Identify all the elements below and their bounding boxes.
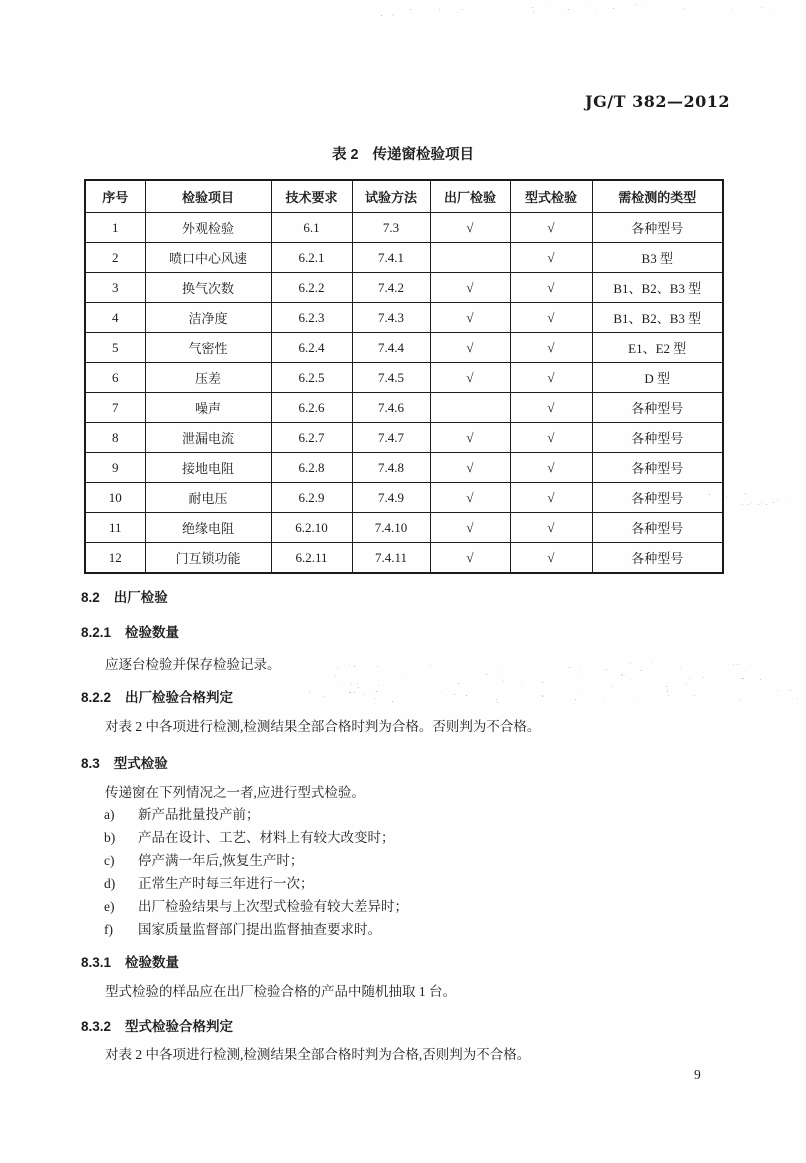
list-text: 产品在设计、工艺、材料上有较大改变时； [138,830,395,845]
section-heading-8-2-1 [81,621,179,641]
tech-requirement-cell: 6.2.6 [271,393,352,423]
list-item-e [104,898,408,916]
type-inspection-cell: √ [510,273,592,303]
applicable-models-cell: 各种型号 [592,453,723,483]
list-marker: e) [104,899,115,914]
type-inspection-cell: √ [510,483,592,513]
tech-requirement-cell: 6.2.8 [271,453,352,483]
item-name-cell: 喷口中心风速 [145,243,271,273]
list-marker: f) [104,922,113,937]
list-marker: c) [104,853,115,868]
row-index-cell: 1 [85,213,145,243]
col-header-factory-inspection: 出厂检验 [430,180,510,213]
test-method-cell: 7.4.4 [352,333,430,363]
test-method-cell: 7.4.2 [352,273,430,303]
factory-inspection-cell [430,393,510,423]
type-inspection-cell: √ [510,213,592,243]
test-method-cell: 7.4.5 [352,363,430,393]
test-method-cell: 7.4.7 [352,423,430,453]
tech-requirement-cell: 6.2.11 [271,543,352,574]
table-row [85,243,723,273]
table-caption-label: 表 2 [331,147,359,163]
section-title: 型式检验合格判定 [125,1019,234,1034]
paragraph-8-2-1: 应逐台检验并保存检验记录。 [105,657,281,672]
type-inspection-cell: √ [510,393,592,423]
applicable-models-cell: B1、B2、B3 型 [592,303,723,333]
list-text: 国家质量监督部门提出监督抽查要求时。 [138,922,381,937]
test-method-cell: 7.4.1 [352,243,430,273]
row-index-cell: 11 [85,513,145,543]
col-header-applicable-models: 需检测的类型 [592,180,723,213]
applicable-models-cell: 各种型号 [592,483,723,513]
test-method-cell: 7.3 [352,213,430,243]
section-heading-8-2-2 [81,686,233,706]
test-method-cell: 7.4.9 [352,483,430,513]
item-name-cell: 耐电压 [145,483,271,513]
row-index-cell: 7 [85,393,145,423]
factory-inspection-cell: √ [430,513,510,543]
item-name-cell: 洁净度 [145,303,271,333]
table-row [85,513,723,543]
section-title: 检验数量 [125,625,180,640]
scan-noise [360,4,361,5]
factory-inspection-cell: √ [430,543,510,574]
test-method-cell: 7.4.3 [352,303,430,333]
applicable-models-cell: 各种型号 [592,213,723,243]
tech-requirement-cell: 6.2.3 [271,303,352,333]
item-name-cell: 泄漏电流 [145,423,271,453]
list-marker: a) [104,807,115,822]
list-text: 出厂检验结果与上次型式检验有较大差异时； [138,899,408,914]
section-number: 8.2.2 [81,690,112,705]
tech-requirement-cell: 6.2.4 [271,333,352,363]
paragraph-8-3-1: 型式检验的样品应在出厂检验合格的产品中随机抽取 1 台。 [105,984,456,999]
row-index-cell: 12 [85,543,145,574]
factory-inspection-cell: √ [430,483,510,513]
table-caption-text: 传递窗检验项目 [372,147,475,163]
row-index-cell: 2 [85,243,145,273]
table-row [85,333,723,363]
type-inspection-cell: √ [510,543,592,574]
item-name-cell: 换气次数 [145,273,271,303]
applicable-models-cell: 各种型号 [592,393,723,423]
applicable-models-cell: B3 型 [592,243,723,273]
row-index-cell: 6 [85,363,145,393]
list-text: 正常生产时每三年进行一次； [138,876,314,891]
col-header-index: 序号 [85,180,145,213]
type-inspection-cell: √ [510,363,592,393]
factory-inspection-cell: √ [430,363,510,393]
section-number: 8.3.1 [81,955,112,970]
section-title: 出厂检验合格判定 [125,690,234,705]
paragraph-8-3-2: 对表 2 中各项进行检测,检测结果全部合格时判为合格,否则判为不合格。 [105,1047,531,1062]
test-method-cell: 7.4.8 [352,453,430,483]
factory-inspection-cell: √ [430,333,510,363]
list-item-c [104,852,303,870]
section-title: 型式检验 [113,756,168,771]
type-inspection-cell: √ [510,303,592,333]
applicable-models-cell: D 型 [592,363,723,393]
row-index-cell: 8 [85,423,145,453]
list-item-b [104,829,395,847]
list-text: 停产满一年后,恢复生产时； [138,853,304,868]
table-row [85,423,723,453]
item-name-cell: 绝缘电阻 [145,513,271,543]
factory-inspection-cell: √ [430,303,510,333]
paragraph-8-3: 传递窗在下列情况之一者,应进行型式检验。 [105,785,365,800]
type-inspection-cell: √ [510,333,592,363]
applicable-models-cell: 各种型号 [592,543,723,574]
factory-inspection-cell: √ [430,423,510,453]
table-row [85,543,723,574]
tech-requirement-cell: 6.2.9 [271,483,352,513]
col-header-test-method: 试验方法 [352,180,430,213]
item-name-cell: 外观检验 [145,213,271,243]
applicable-models-cell: 各种型号 [592,423,723,453]
row-index-cell: 10 [85,483,145,513]
page-number: 9 [694,1067,701,1082]
inspection-items-table [84,179,724,574]
row-index-cell: 3 [85,273,145,303]
table-row [85,453,723,483]
list-item-d [104,875,314,893]
table-row [85,213,723,243]
test-method-cell: 7.4.10 [352,513,430,543]
test-method-cell: 7.4.6 [352,393,430,423]
type-inspection-cell: √ [510,423,592,453]
list-item-a [104,806,260,824]
section-number: 8.2 [81,590,100,605]
factory-inspection-cell: √ [430,213,510,243]
tech-requirement-cell: 6.2.10 [271,513,352,543]
table-row [85,393,723,423]
tech-requirement-cell: 6.2.5 [271,363,352,393]
item-name-cell: 噪声 [145,393,271,423]
table-row [85,273,723,303]
paragraph-8-2-2: 对表 2 中各项进行检测,检测结果全部合格时判为合格。否则判为不合格。 [105,719,541,734]
row-index-cell: 4 [85,303,145,333]
type-inspection-cell: √ [510,453,592,483]
section-title: 检验数量 [125,955,180,970]
test-method-cell: 7.4.11 [352,543,430,574]
tech-requirement-cell: 6.1 [271,213,352,243]
item-name-cell: 接地电阻 [145,453,271,483]
factory-inspection-cell: √ [430,273,510,303]
item-name-cell: 门互锁功能 [145,543,271,574]
tech-requirement-cell: 6.2.1 [271,243,352,273]
list-marker: d) [104,876,116,891]
applicable-models-cell: B1、B2、B3 型 [592,273,723,303]
section-heading-8-3 [81,752,168,772]
item-name-cell: 压差 [145,363,271,393]
table-body [85,213,723,574]
table-row [85,303,723,333]
list-marker: b) [104,830,116,845]
type-inspection-cell: √ [510,243,592,273]
row-index-cell: 5 [85,333,145,363]
applicable-models-cell: E1、E2 型 [592,333,723,363]
type-inspection-cell: √ [510,513,592,543]
tech-requirement-cell: 6.2.2 [271,273,352,303]
table-header-row [85,180,723,213]
factory-inspection-cell: √ [430,453,510,483]
col-header-type-inspection: 型式检验 [510,180,592,213]
section-title: 出厂检验 [113,590,168,605]
standard-number: JG/T 382—2012 [585,92,730,111]
col-header-item: 检验项目 [145,180,271,213]
table-caption [84,143,722,164]
list-text: 新产品批量投产前； [138,807,260,822]
section-number: 8.2.1 [81,625,112,640]
applicable-models-cell: 各种型号 [592,513,723,543]
factory-inspection-cell [430,243,510,273]
tech-requirement-cell: 6.2.7 [271,423,352,453]
section-heading-8-3-1 [81,951,179,971]
table-row [85,363,723,393]
table-row [85,483,723,513]
item-name-cell: 气密性 [145,333,271,363]
section-heading-8-2 [81,586,168,606]
list-item-f [104,921,381,939]
section-number: 8.3.2 [81,1019,112,1034]
row-index-cell: 9 [85,453,145,483]
col-header-tech-requirement: 技术要求 [271,180,352,213]
section-number: 8.3 [81,756,100,771]
section-heading-8-3-2 [81,1015,233,1035]
